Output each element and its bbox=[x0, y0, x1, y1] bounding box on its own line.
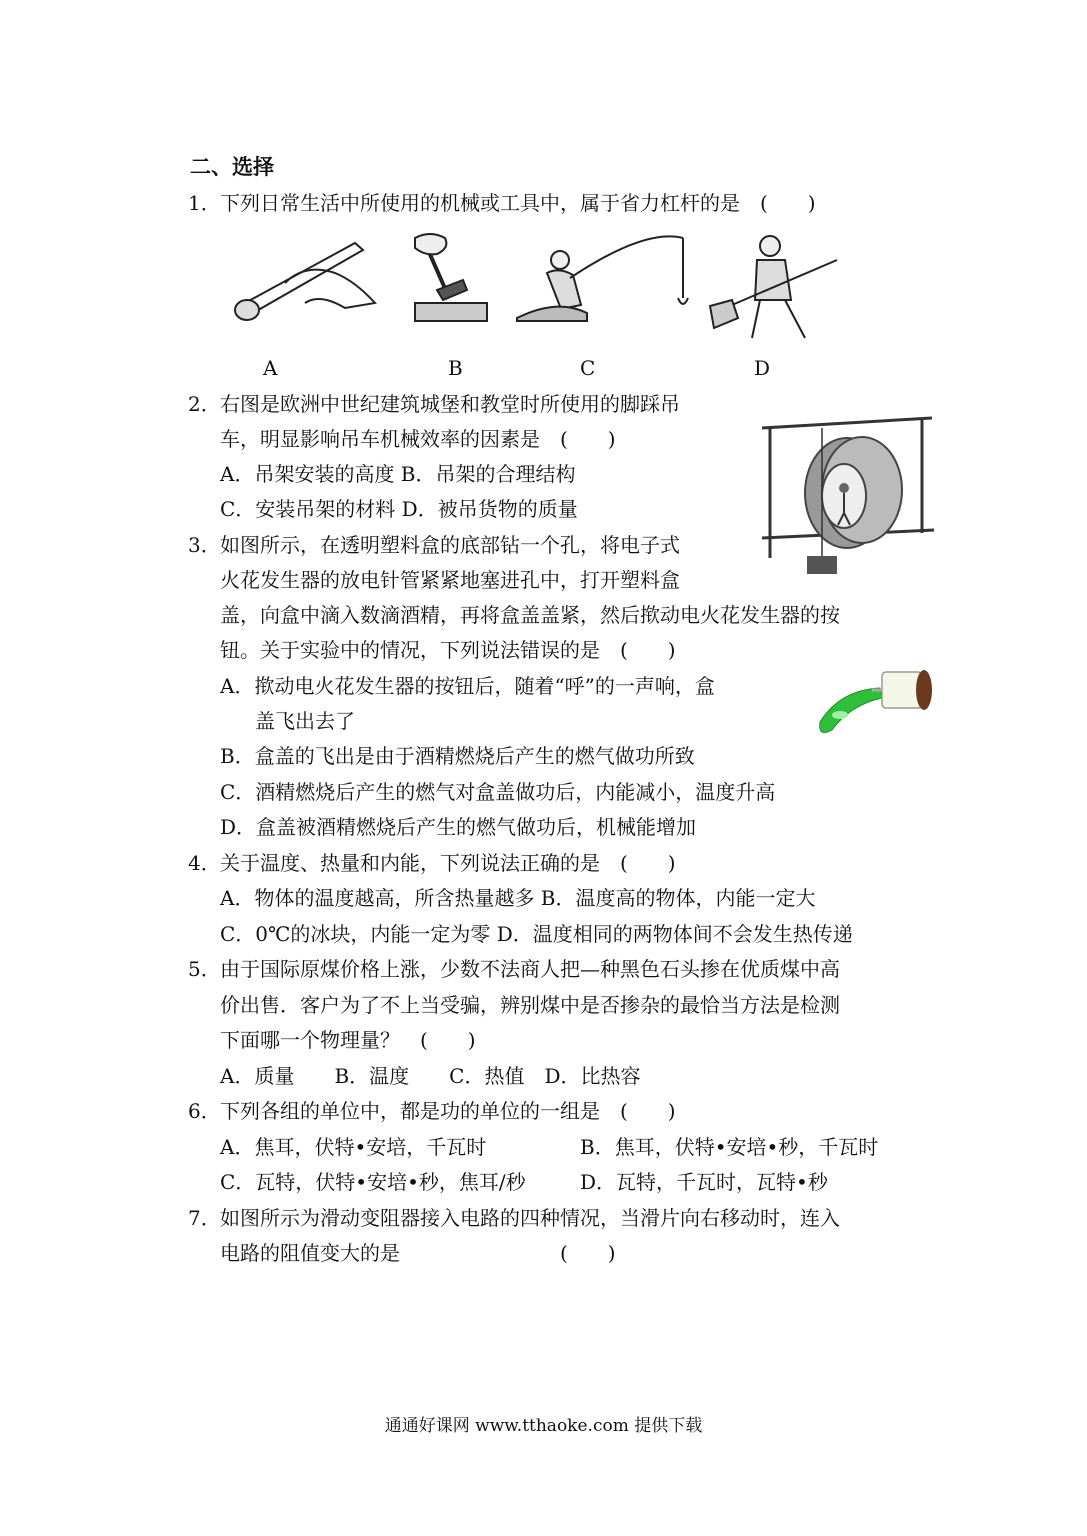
q6-number: 6． bbox=[188, 1099, 221, 1123]
q7-stem-line1: 如图所示为滑动变阻器接入电路的四种情况，当滑片向右移动时，连入 bbox=[220, 1206, 840, 1230]
q7-number: 7． bbox=[188, 1206, 221, 1230]
q6-option-c: C．瓦特，伏特•安培•秒，焦耳/秒 bbox=[220, 1170, 526, 1194]
q2-option-cd: C．安装吊架的材料 D．被吊货物的质量 bbox=[220, 497, 578, 521]
q1-number: 1． bbox=[188, 191, 221, 215]
tool-a-figure bbox=[235, 243, 375, 320]
q4-option-cd: C．0℃的冰块，内能一定为零 D．温度相同的两物体间不会发生热传递 bbox=[220, 922, 853, 946]
q3-number: 3． bbox=[188, 533, 221, 557]
q3-stem-line2: 火花发生器的放电针管紧紧地塞进孔中，打开塑料盒 bbox=[220, 568, 680, 592]
q5-stem-line3: 下面哪一个物理量？ ( ) bbox=[220, 1028, 476, 1052]
q6-option-a: A．焦耳，伏特•安培，千瓦时 bbox=[220, 1135, 487, 1159]
q5-options: A．质量 B．温度 C．热值 D．比热容 bbox=[220, 1064, 641, 1088]
tool-b-figure bbox=[415, 234, 487, 321]
q3-stem-line3: 盖，向盒中滴入数滴酒精，再将盒盖盖紧，然后揿动电火花发生器的按 bbox=[220, 603, 840, 627]
q5-number: 5． bbox=[188, 957, 221, 981]
tool-c-figure bbox=[517, 236, 688, 321]
spark-generator-figure bbox=[810, 660, 938, 740]
q3-option-c: C．酒精燃烧后产生的燃气对盒盖做功后，内能减小，温度升高 bbox=[220, 780, 776, 804]
q2-number: 2． bbox=[188, 392, 221, 416]
q3-stem-line1: 如图所示，在透明塑料盒的底部钻一个孔，将电子式 bbox=[220, 533, 680, 557]
q4-number: 4． bbox=[188, 851, 221, 875]
q1-label-a: A bbox=[263, 356, 278, 380]
q6-stem: 下列各组的单位中，都是功的单位的一组是 ( ) bbox=[220, 1099, 676, 1123]
q4-stem: 关于温度、热量和内能，下列说法正确的是 ( ) bbox=[220, 851, 676, 875]
treadwheel-crane-figure bbox=[752, 408, 937, 580]
tool-d-figure bbox=[710, 236, 837, 338]
q3-option-d: D．盒盖被酒精燃烧后产生的燃气做功后，机械能增加 bbox=[220, 815, 697, 839]
q6-option-d: D．瓦特，千瓦时，瓦特•秒 bbox=[580, 1170, 828, 1194]
q3-stem-line4: 钮。关于实验中的情况，下列说法错误的是 ( ) bbox=[220, 638, 676, 662]
page-footer: 通通好课网 www.tthaoke.com 提供下载 bbox=[384, 1416, 703, 1436]
q3-option-a-line1: A．揿动电火花发生器的按钮后，随着“呼”的一声响，盒 bbox=[220, 674, 715, 698]
q1-tools-figure bbox=[225, 228, 875, 346]
q6-option-b: B．焦耳，伏特•安培•秒，千瓦时 bbox=[580, 1135, 879, 1159]
q2-stem-line1: 右图是欧洲中世纪建筑城堡和教堂时所使用的脚踩吊 bbox=[220, 392, 680, 416]
q2-option-ab: A．吊架安装的高度 B．吊架的合理结构 bbox=[220, 462, 576, 486]
q3-option-a-line2: 盖飞出去了 bbox=[255, 709, 355, 733]
q1-label-d: D bbox=[754, 356, 771, 380]
q5-stem-line1: 由于国际原煤价格上涨，少数不法商人把—种黑色石头掺在优质煤中高 bbox=[220, 957, 840, 981]
q1-stem: 下列日常生活中所使用的机械或工具中，属于省力杠杆的是 ( ) bbox=[220, 191, 816, 215]
q4-option-ab: A．物体的温度越高，所含热量越多 B．温度高的物体，内能一定大 bbox=[220, 886, 816, 910]
q2-stem-line2: 车，明显影响吊车机械效率的因素是 ( ) bbox=[220, 427, 616, 451]
q3-option-b: B．盒盖的飞出是由于酒精燃烧后产生的燃气做功所致 bbox=[220, 744, 695, 768]
section-title: 二、选择 bbox=[190, 154, 274, 179]
q1-label-b: B bbox=[448, 356, 463, 380]
q1-label-c: C bbox=[580, 356, 596, 380]
q5-stem-line2: 价出售．客户为了不上当受骗，辨别煤中是否掺杂的最恰当方法是检测 bbox=[220, 993, 840, 1017]
q7-stem-line2: 电路的阻值变大的是 ( ) bbox=[220, 1241, 616, 1265]
